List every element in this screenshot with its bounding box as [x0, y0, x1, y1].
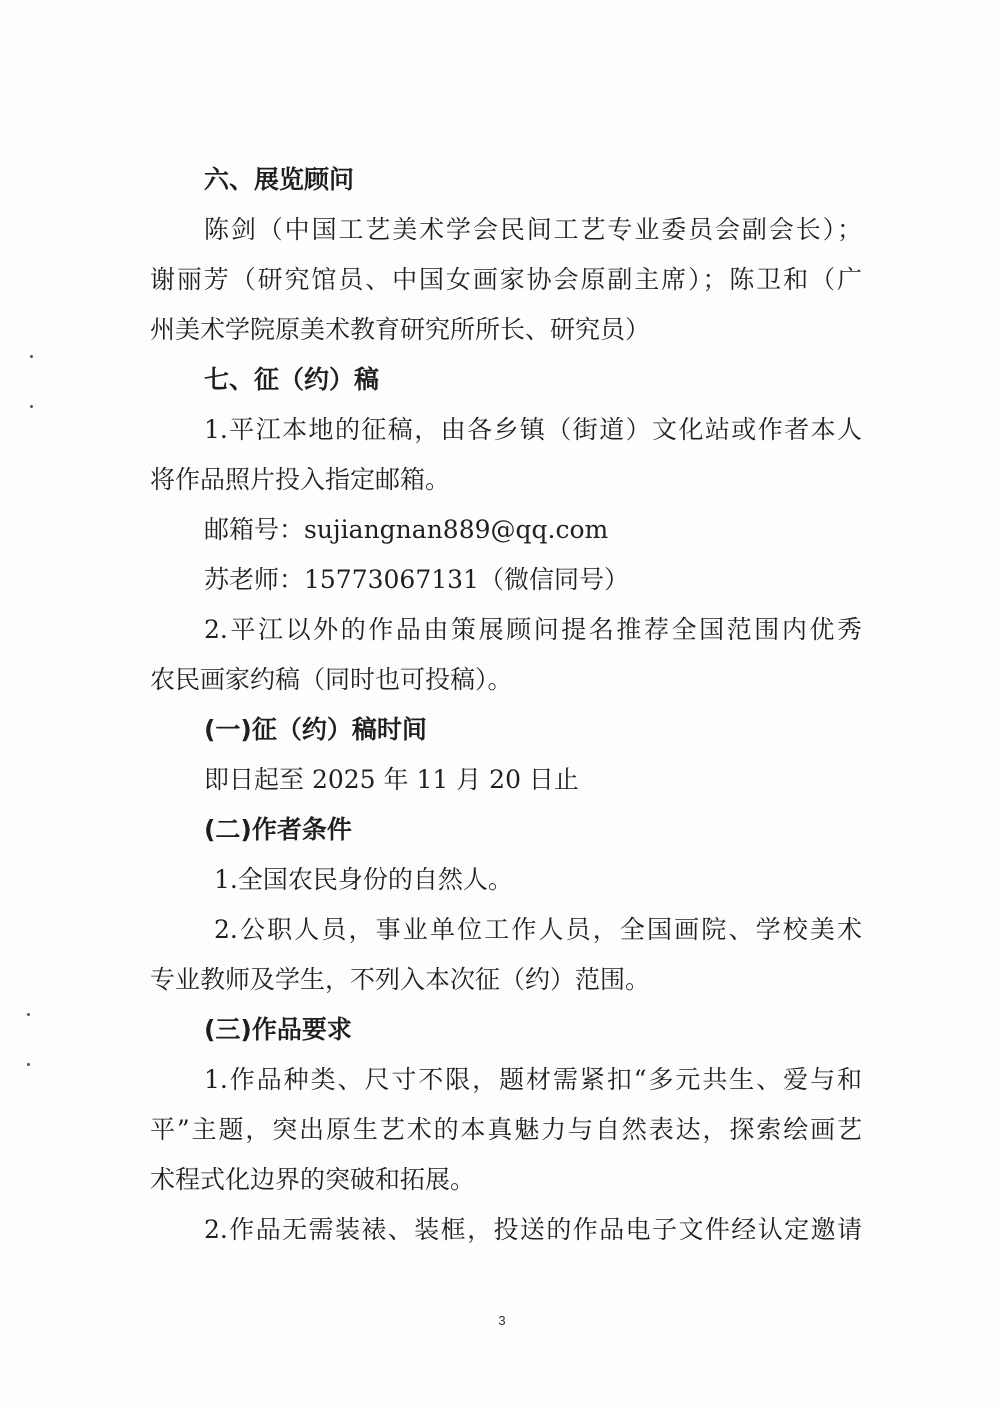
email-line: 邮箱号：sujiangnan889@qq.com — [204, 515, 609, 544]
page-number: 3 — [498, 1313, 506, 1328]
section-heading-submission: 七、征（约）稿 — [204, 365, 380, 394]
advisor-line: 陈剑（中国工艺美术学会民间工艺专业委员会副会长）； — [204, 215, 862, 244]
work-requirement-line: 2.作品无需装裱、装框，投送的作品电子文件经认定邀请 — [204, 1215, 862, 1244]
work-requirement-line: 1.作品种类、尺寸不限，题材需紧扣“多元共生、爱与和 — [204, 1065, 862, 1094]
work-requirement-line: 术程式化边界的突破和拓展。 — [150, 1165, 476, 1194]
submission-paragraph-line: 将作品照片投入指定邮箱。 — [150, 465, 451, 494]
work-requirement-line: 平”主题，突出原生艺术的本真魅力与自然表达，探索绘画艺 — [150, 1115, 862, 1144]
author-condition-line: 2.公职人员，事业单位工作人员，全国画院、学校美术 — [214, 915, 862, 944]
scan-speck — [30, 405, 33, 408]
scan-speck — [30, 355, 33, 358]
section-heading-advisors: 六、展览顾问 — [204, 165, 355, 194]
advisor-line: 州美术学院原美术教育研究所所长、研究员） — [150, 315, 651, 344]
advisor-line: 谢丽芳（研究馆员、中国女画家协会原副主席）；陈卫和（广 — [150, 265, 862, 294]
submission-paragraph-line: 2.平江以外的作品由策展顾问提名推荐全国范围内优秀 — [204, 615, 862, 644]
subheading-author-conditions: (二)作者条件 — [204, 815, 352, 844]
subheading-work-requirements: (三)作品要求 — [204, 1015, 352, 1044]
author-condition-line: 专业教师及学生，不列入本次征（约）范围。 — [150, 965, 651, 994]
submission-paragraph-line: 农民画家约稿（同时也可投稿）。 — [150, 665, 513, 694]
submission-paragraph-line: 1.平江本地的征稿，由各乡镇（街道）文化站或作者本人 — [204, 415, 862, 444]
subheading-submission-time: (一)征（约）稿时间 — [204, 715, 427, 744]
author-condition-line: 1.全国农民身份的自然人。 — [214, 865, 513, 894]
scan-speck — [27, 1013, 30, 1016]
contact-line: 苏老师：15773067131（微信同号） — [204, 565, 629, 594]
scan-speck — [27, 1063, 30, 1066]
submission-time-text: 即日起至 2025 年 11 月 20 日止 — [204, 765, 579, 794]
